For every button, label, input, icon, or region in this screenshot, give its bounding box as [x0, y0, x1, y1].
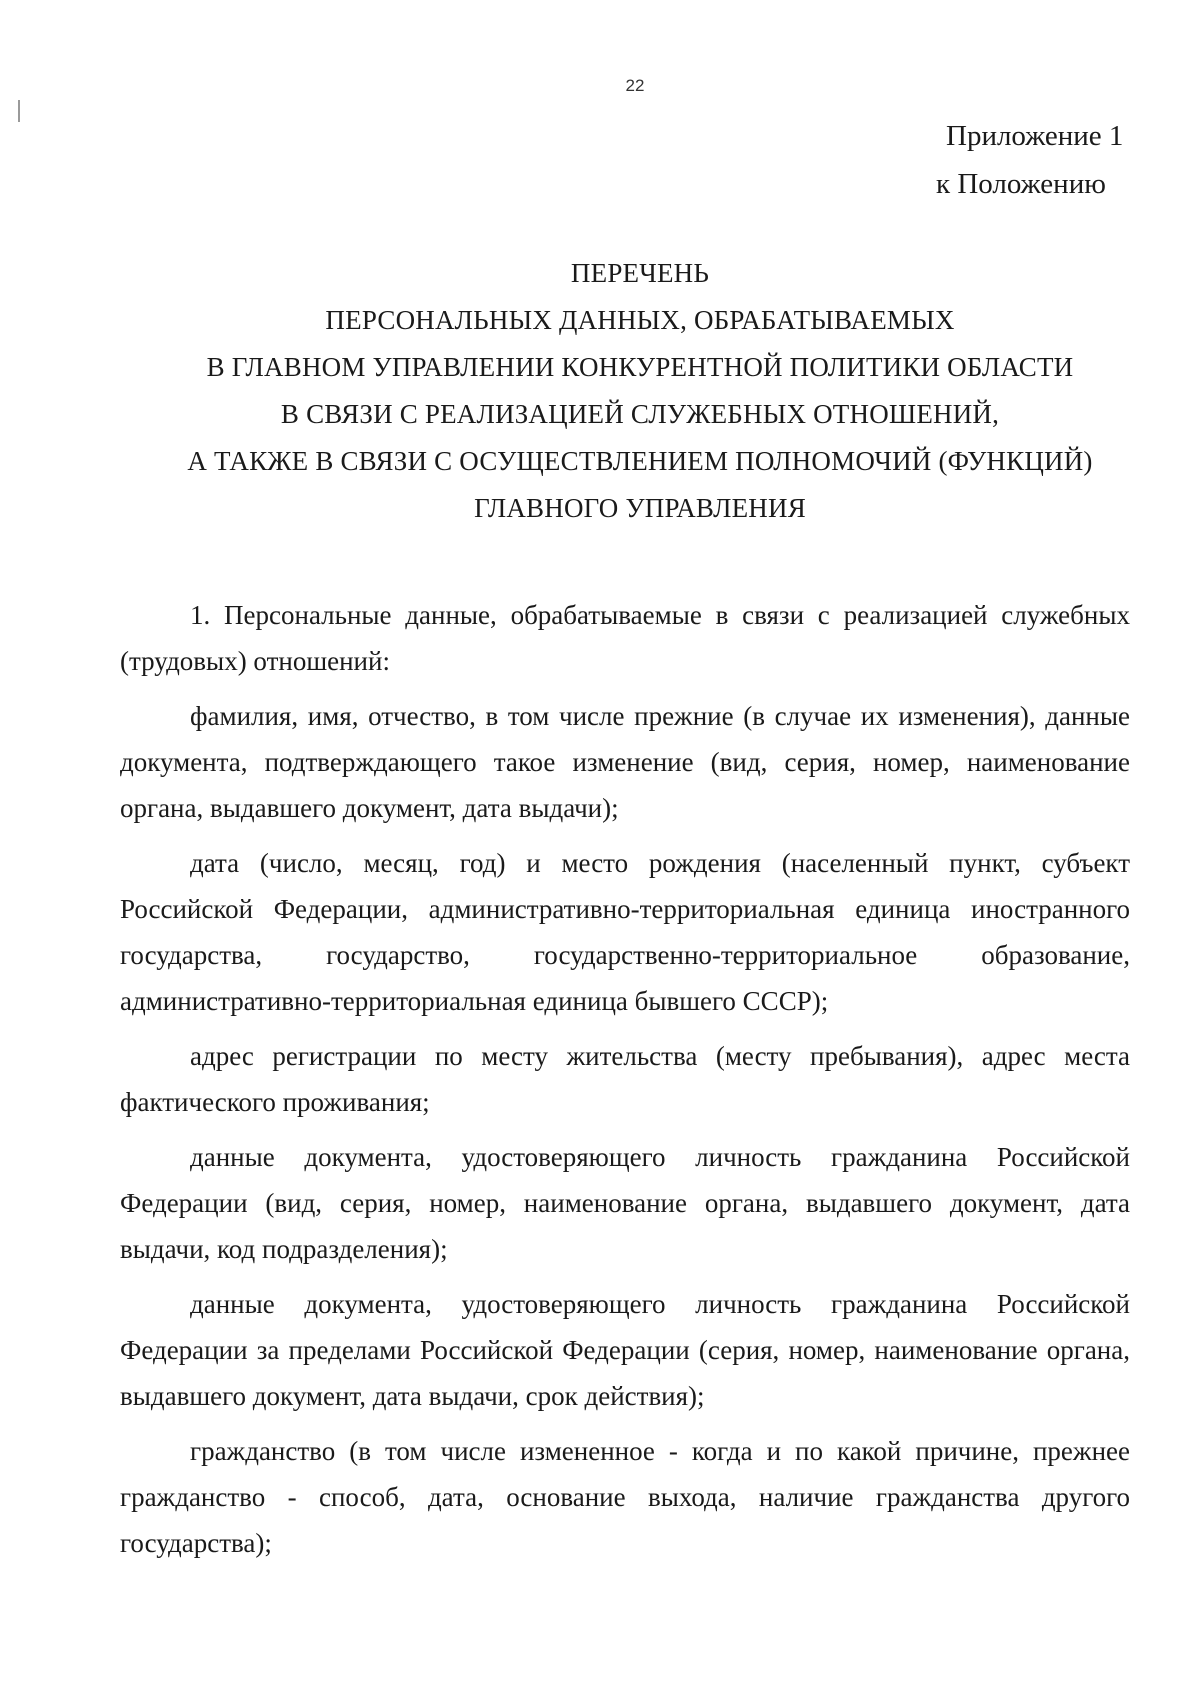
appendix-line-1: Приложение 1 [946, 120, 1124, 152]
document-title [100, 250, 1180, 532]
page-number: 22 [625, 76, 645, 95]
section-heading-paragraph: 1. Персональные данные, обрабатываемые в связи с реализацией служебных (трудовых) отношений: [120, 600, 1130, 676]
list-item-paragraph: данные документа, удостоверяющего личность гражданина Российской Федерации (вид, серия, номер, наименование органа, выдавшего документ, дата выдачи, код подразделения); [120, 1142, 1130, 1264]
title-line: А ТАКЖЕ В СВЯЗИ С ОСУЩЕСТВЛЕНИЕМ ПОЛНОМОЧИЙ (ФУНКЦИЙ) [187, 446, 1093, 476]
list-item-paragraph: адрес регистрации по месту жительства (месту пребывания), адрес места фактического проживания; [120, 1041, 1130, 1117]
list-item-paragraph: фамилия, имя, отчество, в том числе прежние (в случае их изменения), данные документа, подтверждающего такое изменение (вид, серия, номер, наименование органа, выдавшего документ, дата выдачи); [120, 701, 1130, 823]
list-item-paragraph: дата (число, месяц, год) и место рождения (населенный пункт, субъект Российской Федерации, административно-территориальная единица иностранного государства, государство, государственно-территориальное образование, административно-территориальная единица бывшего СССР); [120, 848, 1130, 1016]
appendix-reference [936, 112, 1123, 208]
title-line: В ГЛАВНОМ УПРАВЛЕНИИ КОНКУРЕНТНОЙ ПОЛИТИКИ ОБЛАСТИ [206, 352, 1074, 382]
title-line: В СВЯЗИ С РЕАЛИЗАЦИЕЙ СЛУЖЕБНЫХ ОТНОШЕНИЙ, [280, 399, 1000, 429]
title-line: ПЕРЕЧЕНЬ [570, 258, 710, 288]
appendix-line-2: к Положению [936, 168, 1106, 200]
document-body [120, 592, 1130, 1575]
list-item-paragraph: гражданство (в том числе измененное - когда и по какой причине, прежнее гражданство - способ, дата, основание выхода, наличие гражданства другого государства); [120, 1436, 1130, 1558]
title-line: ПЕРСОНАЛЬНЫХ ДАННЫХ, ОБРАБАТЫВАЕМЫХ [325, 305, 955, 335]
list-item-paragraph: данные документа, удостоверяющего личность гражданина Российской Федерации за пределами Российской Федерации (серия, номер, наименование органа, выдавшего документ, дата выдачи, срок действия); [120, 1289, 1130, 1411]
title-line: ГЛАВНОГО УПРАВЛЕНИЯ [474, 493, 806, 523]
scan-margin-mark [18, 100, 20, 122]
